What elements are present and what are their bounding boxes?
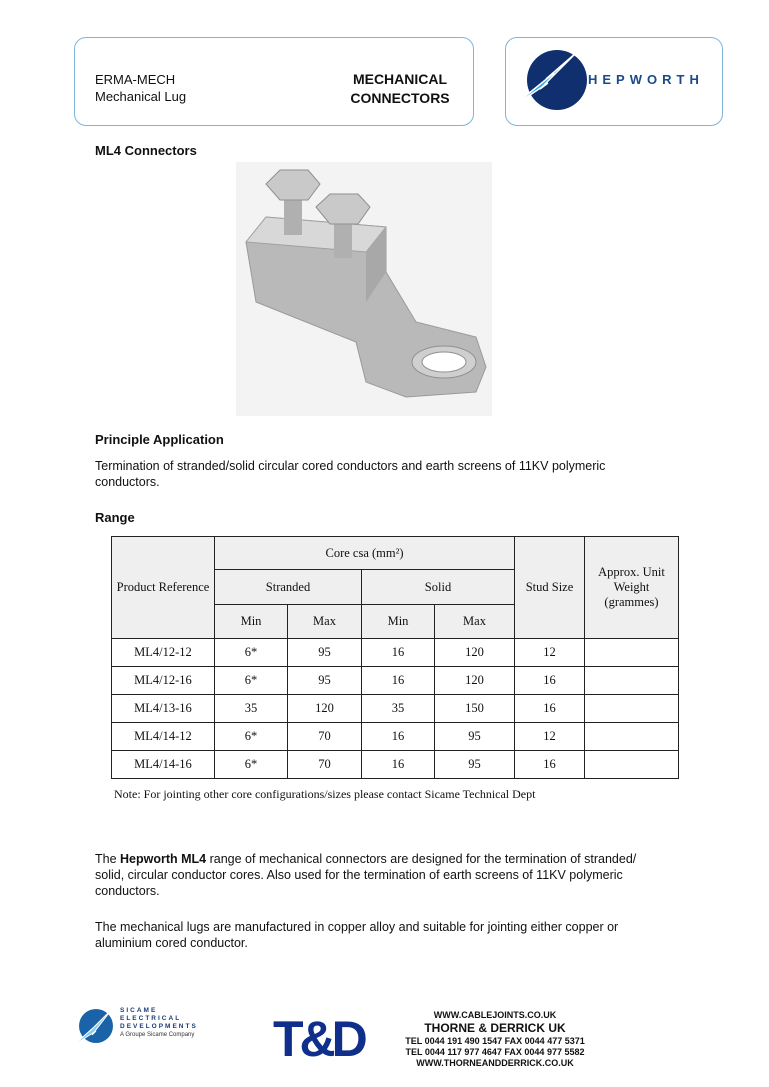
range-heading: Range	[95, 510, 135, 525]
table-row	[112, 695, 679, 723]
footer-tel-1: TEL 0044 191 490 1547 FAX 0044 477 5371	[405, 1036, 585, 1046]
mechanical-lug-image	[236, 162, 492, 416]
description-p1-line-2: solid, circular conductor cores. Also used for the termination of earth screens of 11KV polymeric	[95, 868, 623, 882]
sicame-line-2: ELECTRICAL	[120, 1015, 182, 1022]
footer-contact	[395, 1010, 595, 1069]
p1-bold-product: Hepworth ML4	[120, 852, 207, 866]
cell-stud: 16	[515, 695, 585, 723]
cell-stud: 12	[515, 639, 585, 667]
cell-solid-max: 150	[435, 695, 515, 723]
application-text-line-1: Termination of stranded/solid circular cored conductors and earth screens of 11KV polymeric	[95, 459, 606, 473]
sicame-logo-icon	[72, 1005, 116, 1047]
hepworth-logo-icon	[510, 45, 590, 115]
range-note: Note: For jointing other core configurations/sizes please contact Sicame Technical Dept	[114, 787, 536, 801]
sicame-line-3: DEVELOPMENTS	[120, 1023, 198, 1030]
cell-stranded-max: 70	[288, 751, 362, 779]
header-left	[95, 71, 186, 105]
table-row	[112, 667, 679, 695]
table-row	[112, 751, 679, 779]
doc-code: ERMA-MECH	[95, 72, 176, 87]
cell-solid-min: 35	[362, 695, 435, 723]
cell-solid-min: 16	[362, 639, 435, 667]
footer-web-1: WWW.CABLEJOINTS.CO.UK	[433, 1010, 557, 1020]
application-heading: Principle Application	[95, 432, 224, 447]
sicame-line-1: SICAME	[120, 1007, 158, 1014]
cell-weight	[585, 639, 679, 667]
description-paragraph-2	[95, 919, 715, 951]
th-solid-max: Max	[435, 605, 515, 639]
th-solid-min: Min	[362, 605, 435, 639]
cell-solid-max: 95	[435, 723, 515, 751]
th-stranded-max: Max	[288, 605, 362, 639]
cell-stud: 12	[515, 723, 585, 751]
footer-web-2: WWW.THORNEANDDERRICK.CO.UK	[416, 1058, 574, 1068]
table-row	[112, 639, 679, 667]
title-line-2: CONNECTORS	[350, 90, 450, 106]
product-heading: ML4 Connectors	[95, 143, 197, 158]
cell-solid-min: 16	[362, 751, 435, 779]
cell-weight	[585, 695, 679, 723]
brand-name: HEPWORTH	[588, 72, 704, 87]
sicame-wordmark	[120, 1007, 198, 1039]
description-paragraph-1	[95, 851, 715, 899]
cell-stud: 16	[515, 667, 585, 695]
p1-pre: The	[95, 852, 121, 866]
th-weight: Approx. Unit Weight (grammes)	[585, 537, 679, 639]
footer-tel-2: TEL 0044 117 977 4647 FAX 0044 977 5582	[405, 1047, 585, 1057]
range-table	[111, 536, 679, 779]
th-stud-size: Stud Size	[515, 537, 585, 639]
td-logo: T&D	[273, 1011, 364, 1067]
cell-solid-min: 16	[362, 667, 435, 695]
cell-weight	[585, 667, 679, 695]
cell-stranded-max: 120	[288, 695, 362, 723]
description-p2-line-1: The mechanical lugs are manufactured in copper alloy and suitable for jointing either copper or	[95, 920, 619, 934]
cell-stranded-min: 35	[215, 695, 288, 723]
application-text	[95, 458, 695, 490]
title-line-1: MECHANICAL	[352, 71, 448, 87]
cell-ref: ML4/14-12	[112, 723, 215, 751]
table-row	[112, 723, 679, 751]
cell-weight	[585, 723, 679, 751]
cell-ref: ML4/12-16	[112, 667, 215, 695]
footer-company: THORNE & DERRICK UK	[424, 1021, 566, 1035]
p1-rest: range of mechanical connectors are designed for the termination of stranded/	[206, 852, 637, 866]
cell-ref: ML4/14-16	[112, 751, 215, 779]
th-stranded: Stranded	[215, 570, 362, 605]
cell-weight	[585, 751, 679, 779]
doc-subtitle: Mechanical Lug	[95, 89, 187, 104]
description-p1-line-1	[95, 851, 715, 867]
cell-stranded-max: 70	[288, 723, 362, 751]
sicame-tagline: A Groupe Sicame Company	[120, 1032, 195, 1038]
cell-ref: ML4/12-12	[112, 639, 215, 667]
doc-title	[330, 70, 470, 108]
th-stranded-min: Min	[215, 605, 288, 639]
th-solid: Solid	[362, 570, 515, 605]
description-p2-line-2: aluminium cored conductor.	[95, 936, 248, 950]
th-product-reference: Product Reference	[112, 537, 215, 639]
description-p1-line-3: conductors.	[95, 884, 160, 898]
cell-stranded-max: 95	[288, 639, 362, 667]
cell-solid-min: 16	[362, 723, 435, 751]
cell-solid-max: 95	[435, 751, 515, 779]
th-core-csa: Core csa (mm²)	[215, 537, 515, 570]
cell-stranded-max: 95	[288, 667, 362, 695]
cell-stranded-min: 6*	[215, 667, 288, 695]
cell-solid-max: 120	[435, 639, 515, 667]
cell-ref: ML4/13-16	[112, 695, 215, 723]
application-text-line-2: conductors.	[95, 475, 160, 489]
cell-stud: 16	[515, 751, 585, 779]
cell-stranded-min: 6*	[215, 751, 288, 779]
cell-stranded-min: 6*	[215, 639, 288, 667]
cell-stranded-min: 6*	[215, 723, 288, 751]
cell-solid-max: 120	[435, 667, 515, 695]
